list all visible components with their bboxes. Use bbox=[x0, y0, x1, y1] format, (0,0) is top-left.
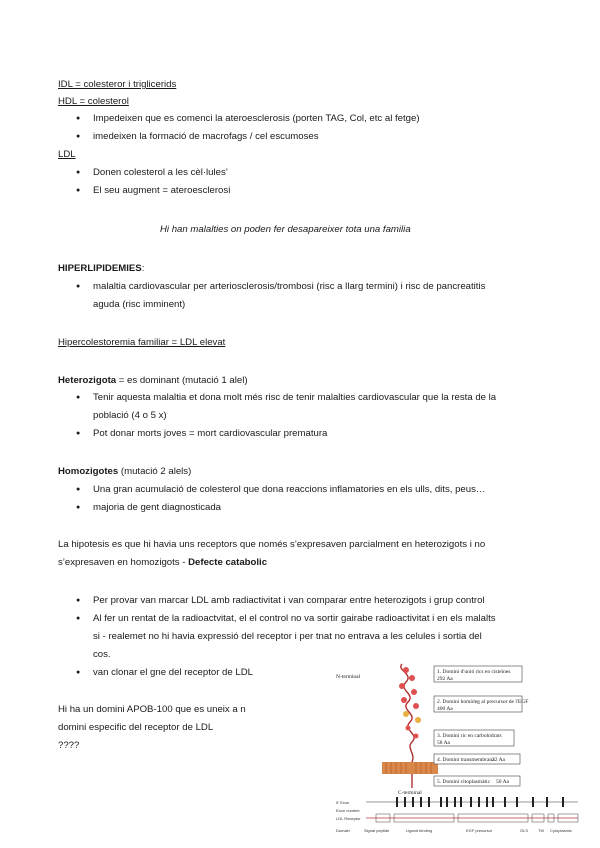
gene-structure bbox=[336, 797, 578, 833]
svg-text:2. Domini homòleg al precursor: 2. Domini homòleg al precursor de l'EGF bbox=[437, 699, 529, 705]
apob-line-2: domini especific del receptor de LDL bbox=[58, 722, 214, 733]
apob-line-1: Hi ha un domini APOB-100 que es uneix a n bbox=[58, 704, 246, 715]
ldl-heading: LDL bbox=[58, 149, 76, 160]
italic-note: Hi han malalties on poden fer desapareixer tota una familia bbox=[160, 224, 411, 235]
n-terminal-label: N-terminal bbox=[336, 674, 361, 680]
svg-text:3. Domini ric en carbohidrats: 3. Domini ric en carbohidrats bbox=[437, 733, 502, 739]
receptor-chain bbox=[399, 664, 421, 768]
svg-text:5' Exon: 5' Exon bbox=[336, 800, 350, 805]
homozigotes-heading: Homozigotes (mutació 2 alels) bbox=[58, 466, 192, 477]
hipotesis-line-2: s’expresaven en homozigots - Defecte catabolic bbox=[58, 557, 268, 568]
svg-text:1. Domini d'unió rics en ciste: 1. Domini d'unió rics en cisteïnes bbox=[437, 669, 511, 675]
exp-bullet-2-cont-1: si - realemet no hi havia expressió del receptor i per tnat no entrava a les celules i sortia del bbox=[93, 631, 482, 642]
hiper-bullet-cont: aguda (risc imminent) bbox=[93, 299, 186, 310]
hipotesis-line-1: La hipotesis es que hi havia uns receptors que només s’expresaven parcialment en heterozigots i no bbox=[58, 539, 486, 550]
hipercolesterolemia-heading: Hipercolestoremia familiar = LDL elevat bbox=[58, 337, 226, 348]
apob-line-3: ???? bbox=[58, 740, 80, 751]
svg-text:Signal peptide: Signal peptide bbox=[364, 828, 390, 833]
hetero-bullet-1-cont: població (4 o 5 x) bbox=[93, 410, 167, 421]
ldl-receptor-figure bbox=[336, 654, 582, 842]
svg-text:292 Aa: 292 Aa bbox=[437, 676, 453, 682]
svg-text:Domain: Domain bbox=[336, 828, 350, 833]
document-page: IDL = colesteror i triglicerids HDL = colesterol Impedeixen que es comenci la ateroesclerosis (porten TAG, Col, etc al fetge) imedeixen la formació de macrofags / cel escumoses LDL Donen colesterol a les cèl·lules’ El seu augment = ateroesclerosi Hi han malalties on poden fer desapareixer tota una familia HIPERLIPIDEMIES: malaltia cardiovascular per arteriosclerosis/trombosi (risc a llarg termini) i risc de pancreatitis aguda (risc imminent) Hipercolestoremia familiar = LDL elevat Heterozigota = es dominant (mutació 1 alel) Tenir aquesta malaltia et dona molt més risc de tenir malalties cardiovascular que la resta de la població (4 o 5 x) Pot donar morts joves = mort cardiovascular prematura Homozigotes (mutació 2 alels) Una gran acumulació de colesterol que dona reaccions inflamatories en els ulls, dits, peus… majoria de gent diagnosticada La hipotesis es que hi havia uns receptors que només s’expresaven parcialment en heterozigots i no s’expresaven en homozigots - Defecte catabolic Per provar van marcar LDL amb radiactivitat i van comparar entre heterozigots i grup control Al fer un rentat de la radioactvitat, el el control no va sortir gairabe radioactivitat i en els malalts si - realemet no hi havia expressió del receptor i per tnat no entrava a les celules i sortia del cos. van clonar el gne del receptor de LDL Hi ha un domini APOB-100 que es uneix a n domini especific del receptor de LDL ???? N-terminal C-terminal 1. Domini d'unió rics en cisteïnes 292 Aa 2. Domini homòleg al precursor de l'EGF 400 Aa 3. Domini ric en carbohidrats 58 Aa 4. Domini transmembrana 22 Aa 5. Domini citoplasmàtic 50 Aa 5' Exon Exon number LDL Receptor Domain Signal peptide Ligand binding EGF precursor OLS TM Cytoplasmic bbox=[0, 0, 600, 848]
svg-text:5. Domini citoplasmàtic: 5. Domini citoplasmàtic bbox=[437, 779, 491, 785]
exp-bullet-2-cont-2: cos. bbox=[93, 649, 111, 660]
svg-text:OLS: OLS bbox=[520, 828, 529, 833]
svg-text:Cytoplasmic: Cytoplasmic bbox=[550, 828, 572, 833]
svg-text:LDL Receptor: LDL Receptor bbox=[336, 816, 361, 821]
domain-boxes bbox=[434, 666, 528, 786]
svg-text:Exon number: Exon number bbox=[336, 808, 360, 813]
hdl-heading: HDL = colesterol bbox=[58, 96, 129, 107]
svg-text:22 Aa: 22 Aa bbox=[492, 757, 505, 763]
svg-text:4. Domini transmembrana: 4. Domini transmembrana bbox=[437, 757, 495, 763]
c-terminal-label: C-terminal bbox=[398, 790, 422, 796]
svg-text:Ligand binding: Ligand binding bbox=[406, 828, 433, 833]
svg-text:EGF precursor: EGF precursor bbox=[466, 828, 493, 833]
hiper-heading: HIPERLIPIDEMIES: bbox=[58, 263, 145, 274]
idl-heading: IDL = colesteror i triglicerids bbox=[58, 79, 177, 90]
svg-text:400 Aa: 400 Aa bbox=[437, 706, 453, 712]
cell-membrane bbox=[382, 762, 438, 774]
svg-text:58 Aa: 58 Aa bbox=[437, 740, 450, 746]
svg-text:TM: TM bbox=[538, 828, 544, 833]
heterozigota-heading: Heterozigota = es dominant (mutació 1 alel) bbox=[58, 375, 248, 386]
svg-text:50 Aa: 50 Aa bbox=[496, 779, 509, 785]
